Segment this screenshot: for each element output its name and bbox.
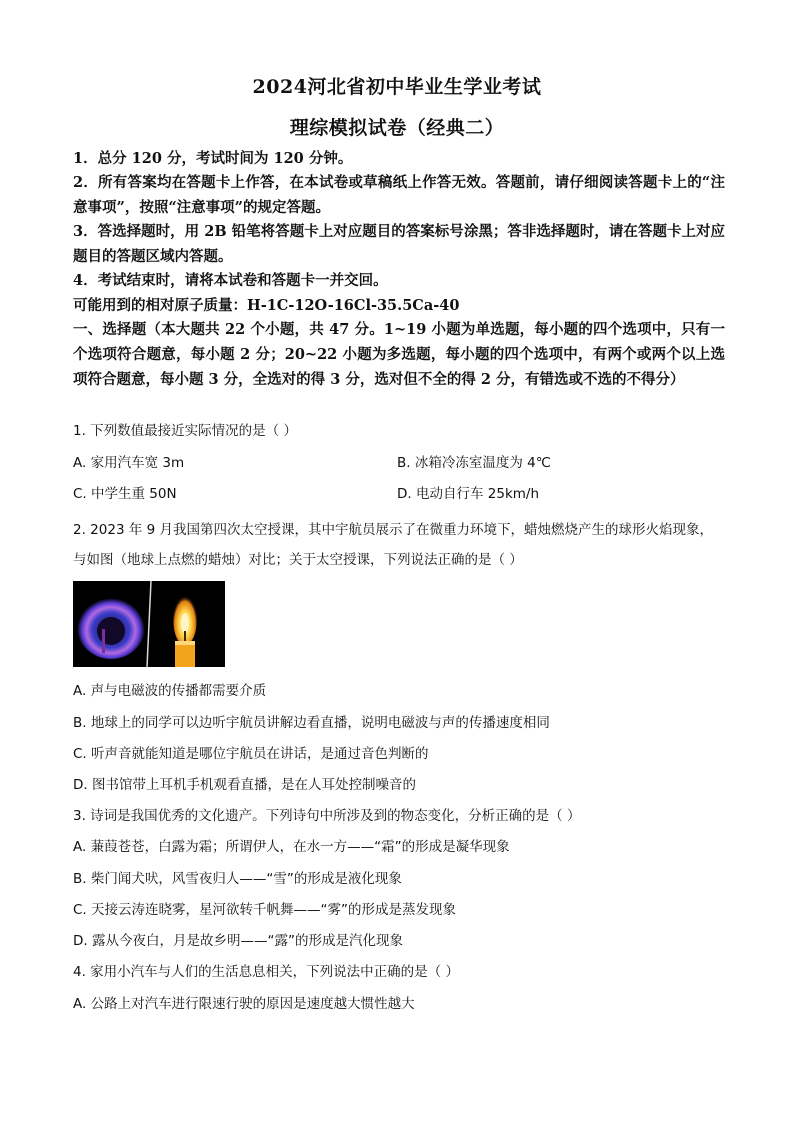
- section-heading: 一、选择题（本大题共 22 个小题，共 47 分。1~19 小题为单选题，每小题的四个选项中，只有一个选项符合题意，每小题 2 分；20~22 小题为多选题，每小题的四个选项中，有两个或两个以上选项符合题意，每小题 3 分，全选对的得 3 分，选对但不全的得 2 分，有错选或不选的不得分）: [73, 321, 725, 388]
- question-3-option-b: B. 柴门闻犬吠，风雪夜归人——“雪”的形成是液化现象: [73, 871, 402, 887]
- flame-illustration: [73, 581, 225, 667]
- question-2-stem: 2. 2023 年 9 月我国第四次太空授课，其中宇航员展示了在微重力环境下，蜡烛燃烧产生的球形火焰现象，与如图（地球上点燃的蜡烛）对比；关于太空授课，下列说法正确的是（ ）: [73, 522, 713, 568]
- question-1-option-d: D. 电动自行车 25km/h: [397, 486, 540, 502]
- candle-flame-photo: [73, 581, 225, 667]
- question-2-option-b: B. 地球上的同学可以边听宇航员讲解边看直播，说明电磁波与声的传播速度相同: [73, 715, 550, 731]
- instruction-3: 3．答选择题时，用 2B 铅笔将答题卡上对应题目的答案标号涂黑；答非选择题时，请在答题卡上对应题目的答题区域内答题。: [73, 223, 725, 265]
- question-4-option-a: A. 公路上对汽车进行限速行驶的原因是速度越大惯性越大: [73, 996, 415, 1012]
- question-3-stem: 3. 诗词是我国优秀的文化遗产。下列诗句中所涉及到的物态变化，分析正确的是（ ）: [73, 808, 581, 824]
- exam-title: 2024河北省初中毕业生学业考试: [252, 76, 542, 98]
- atomic-mass-note: 可能用到的相对原子质量：H-1C-12O-16Cl-35.5Ca-40: [73, 297, 460, 314]
- exam-subtitle: 理综模拟试卷（经典二）: [289, 117, 505, 139]
- instruction-2: 2．所有答案均在答题卡上作答，在本试卷或草稿纸上作答无效。答题前，请仔细阅读答题卡上的“注意事项”，按照“注意事项”的规定答题。: [73, 174, 725, 216]
- question-3-option-c: C. 天接云涛连晓雾，星河欲转千帆舞——“雾”的形成是蒸发现象: [73, 902, 456, 918]
- question-1-option-a: A. 家用汽车宽 3m: [73, 455, 185, 471]
- instruction-4: 4．考试结束时，请将本试卷和答题卡一并交回。: [73, 272, 388, 289]
- question-2-option-a: A. 声与电磁波的传播都需要介质: [73, 683, 267, 699]
- question-2-option-d: D. 图书馆带上耳机手机观看直播，是在人耳处控制噪音的: [73, 777, 416, 793]
- question-1-option-c: C. 中学生重 50N: [73, 486, 177, 502]
- question-4-stem: 4. 家用小汽车与人们的生活息息相关，下列说法中正确的是（ ）: [73, 964, 459, 980]
- question-2-option-c: C. 听声音就能知道是哪位宇航员在讲话，是通过音色判断的: [73, 746, 429, 762]
- question-1-stem: 1. 下列数值最接近实际情况的是（ ）: [73, 423, 297, 439]
- question-3-option-d: D. 露从今夜白，月是故乡明——“露”的形成是汽化现象: [73, 933, 403, 949]
- question-3-option-a: A. 蒹葭苍苍，白露为霜；所谓伊人，在水一方——“霜”的形成是凝华现象: [73, 839, 510, 855]
- question-1-option-b: B. 冰箱冷冻室温度为 4℃: [397, 455, 551, 471]
- instruction-1: 1．总分 120 分，考试时间为 120 分钟。: [73, 150, 353, 167]
